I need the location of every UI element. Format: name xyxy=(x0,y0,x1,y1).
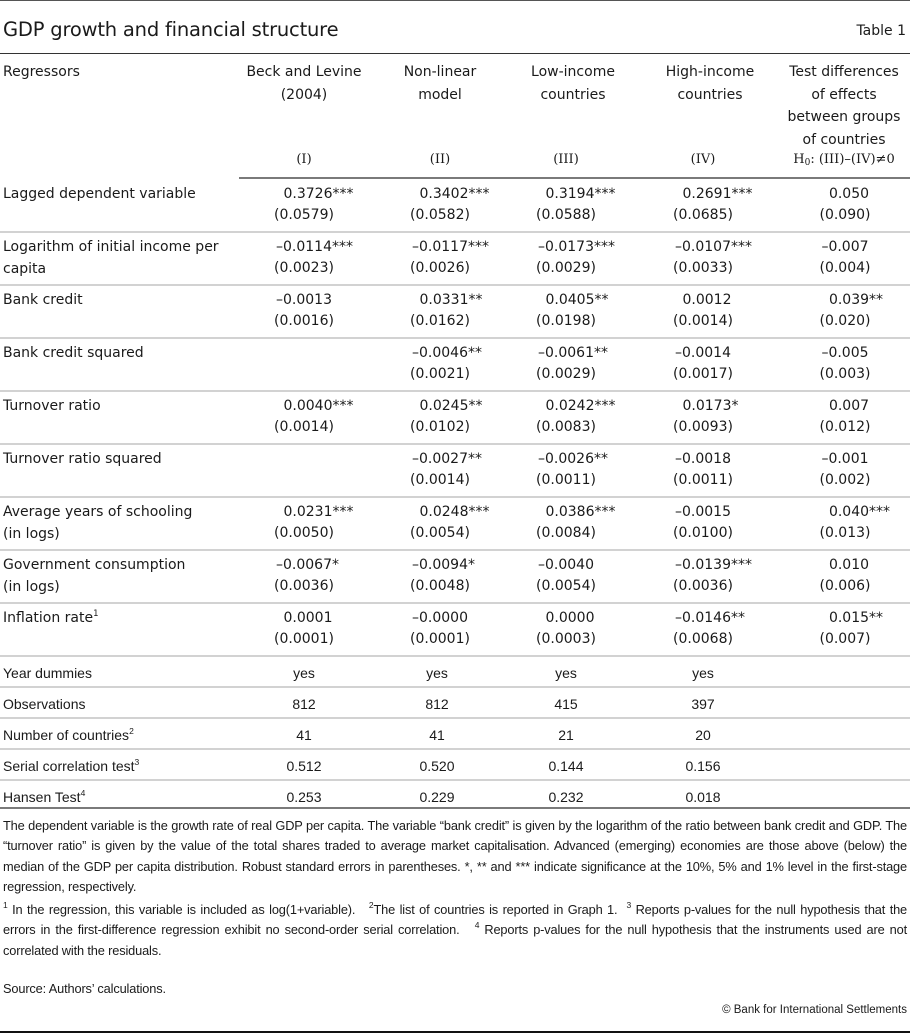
footnote-marker: 4 xyxy=(80,788,86,798)
coefficient: 0.0405** xyxy=(545,292,609,308)
coefficient: 0.0331** xyxy=(419,292,483,308)
coefficient: –0.0000 xyxy=(412,610,468,626)
standard-error: (0.0083) xyxy=(536,419,596,435)
table-row xyxy=(0,498,910,551)
summary-label xyxy=(3,693,233,715)
summary-value: 0.156 xyxy=(685,758,721,774)
table-cell xyxy=(380,502,500,544)
coefficient: –0.0026** xyxy=(538,451,608,467)
summary-value: 0.232 xyxy=(548,789,584,805)
table-cell xyxy=(506,608,626,650)
summary-row xyxy=(0,657,910,688)
standard-error: (0.0001) xyxy=(274,631,334,647)
standard-error: (0.090) xyxy=(819,207,871,223)
summary-value: 0.018 xyxy=(685,789,721,805)
table-cell xyxy=(380,237,500,279)
header-regressors: Regressors xyxy=(3,64,80,80)
table-note: The dependent variable is the growth rate of real GDP per capita. The variable “bank credit” is given by the logarithm of the ratio between bank credit and GDP. The “turnover ratio” is given by the value of the total shares traded to average market capitalisation. Advanced (emerging) economies are those above (below) the median of the GDP per capita distribution. Robust standard errors in parentheses. *, ** and *** indicate significance at the 10%, 5% and 1% level in the first-stage regression, respectively. xyxy=(3,818,907,894)
standard-error: (0.0100) xyxy=(673,525,733,541)
table-cell xyxy=(506,343,626,385)
standard-error: (0.0084) xyxy=(536,525,596,541)
standard-error: (0.0198) xyxy=(536,313,596,329)
header-col-5-line4: of countries xyxy=(802,131,886,148)
coefficient: 0.0012 xyxy=(682,292,732,308)
summary-value: yes xyxy=(692,665,714,681)
standard-error: (0.0014) xyxy=(274,419,334,435)
coefficient: –0.0117*** xyxy=(412,239,489,255)
coefficient: 0.3726*** xyxy=(283,186,354,202)
row-label-text: Inflation rate xyxy=(3,610,94,626)
row-label xyxy=(3,448,233,470)
coefficient: –0.0046** xyxy=(412,345,482,361)
h-zero-subscript: 0 xyxy=(804,158,811,168)
row-label-text: Government consumption xyxy=(3,557,186,573)
row-label-text: Bank credit squared xyxy=(3,345,144,361)
summary-row xyxy=(0,750,910,781)
table-cell xyxy=(244,608,364,650)
header-col-3 xyxy=(518,61,628,106)
row-label xyxy=(3,554,233,598)
header-numeral-4: (IV) xyxy=(690,152,716,167)
row-label-text: Turnover ratio squared xyxy=(3,451,162,467)
table-cell xyxy=(785,184,905,226)
coefficient: 0.0248*** xyxy=(419,504,490,520)
table-cell xyxy=(506,449,626,491)
footnote-4-mark: 4 xyxy=(474,920,480,931)
table-cell xyxy=(244,396,364,438)
footnotes xyxy=(3,900,907,961)
table-cell xyxy=(785,555,905,597)
coefficient: 0.007 xyxy=(828,398,870,414)
standard-error: (0.0054) xyxy=(536,578,596,594)
standard-error: (0.004) xyxy=(819,260,871,276)
standard-error: (0.0162) xyxy=(410,313,470,329)
summary-value: yes xyxy=(555,665,577,681)
footnote-marker: 1 xyxy=(93,609,99,619)
coefficient: –0.0146** xyxy=(675,610,745,626)
footnote-marker: 3 xyxy=(134,757,140,767)
table-cell xyxy=(506,184,626,226)
summary-label xyxy=(3,755,233,777)
table-cell xyxy=(244,290,364,332)
header-col-4 xyxy=(650,61,770,106)
coefficient: –0.0027** xyxy=(412,451,482,467)
summary-row xyxy=(0,688,910,719)
source-note: Source: Authors’ calculations. xyxy=(3,981,166,996)
standard-error: (0.0685) xyxy=(673,207,733,223)
table-cell xyxy=(244,502,364,544)
coefficient: –0.0014 xyxy=(675,345,731,361)
summary-label-text: Year dummies xyxy=(3,665,92,681)
summary-label-text: Serial correlation test xyxy=(3,758,135,774)
coefficient: –0.001 xyxy=(821,451,869,467)
row-label-text: Bank credit xyxy=(3,292,83,308)
standard-error: (0.0003) xyxy=(536,631,596,647)
coefficient: 0.0245** xyxy=(419,398,483,414)
row-label xyxy=(3,289,233,311)
table-cell xyxy=(244,184,364,226)
standard-error: (0.0050) xyxy=(274,525,334,541)
row-label-line2: capita xyxy=(3,261,47,277)
end-rule xyxy=(0,1031,910,1033)
header-col-1-line1: Beck and Levine xyxy=(246,64,362,80)
standard-error: (0.0017) xyxy=(673,366,733,382)
coefficient: –0.0067* xyxy=(276,557,339,573)
header-rule xyxy=(239,177,910,179)
table-cell xyxy=(643,449,763,491)
standard-error: (0.0036) xyxy=(673,578,733,594)
row-label xyxy=(3,236,233,280)
hypothesis-text: : (III)–(IV)≠0 xyxy=(810,152,895,167)
table-cell xyxy=(506,502,626,544)
summary-row xyxy=(0,719,910,750)
summary-value: 415 xyxy=(554,696,578,712)
header-col-1 xyxy=(239,61,369,106)
header-numeral-3: (III) xyxy=(553,152,579,167)
table-cell xyxy=(506,396,626,438)
row-label-text: Lagged dependent variable xyxy=(3,186,196,202)
coefficient: 0.010 xyxy=(828,557,870,573)
header-col-5-line2: of effects xyxy=(811,86,877,103)
row-label xyxy=(3,395,233,417)
row-label xyxy=(3,342,233,364)
table-cell xyxy=(643,502,763,544)
table-cell xyxy=(244,555,364,597)
coefficient: 0.015** xyxy=(828,610,884,626)
standard-error: (0.006) xyxy=(819,578,871,594)
coefficient: –0.0018 xyxy=(675,451,731,467)
coefficient: 0.0001 xyxy=(283,610,333,626)
table-cell xyxy=(643,184,763,226)
standard-error: (0.0068) xyxy=(673,631,733,647)
coefficient: –0.0015 xyxy=(675,504,731,520)
table-cell xyxy=(380,396,500,438)
standard-error: (0.0023) xyxy=(274,260,334,276)
summary-value: yes xyxy=(293,665,315,681)
row-label-text: Average years of schooling xyxy=(3,504,193,520)
standard-error: (0.0029) xyxy=(536,366,596,382)
footnote-marker: 2 xyxy=(129,726,134,736)
summary-label xyxy=(3,662,233,684)
summary-value: 0.253 xyxy=(286,789,322,805)
coefficient: 0.0040*** xyxy=(283,398,354,414)
coefficient: –0.0061** xyxy=(538,345,608,361)
standard-error: (0.0026) xyxy=(410,260,470,276)
summary-value: 812 xyxy=(425,696,449,712)
table-row xyxy=(0,233,910,286)
table-cell xyxy=(785,290,905,332)
coefficient: –0.0139*** xyxy=(675,557,752,573)
summary-label-text: Hansen Test xyxy=(3,789,81,805)
coefficient: –0.0094* xyxy=(412,557,475,573)
coefficient: –0.0114*** xyxy=(276,239,353,255)
coefficient: 0.039** xyxy=(828,292,884,308)
coefficient: 0.050 xyxy=(828,186,870,202)
footnote-1: In the regression, this variable is included as log(1+variable). xyxy=(7,902,356,917)
coefficient: 0.0231*** xyxy=(283,504,354,520)
coefficient: –0.0173*** xyxy=(538,239,615,255)
header-col-3-line1: Low-income xyxy=(531,64,615,80)
table-cell xyxy=(244,237,364,279)
standard-error: (0.0014) xyxy=(673,313,733,329)
standard-error: (0.0021) xyxy=(410,366,470,382)
table-bottom-rule xyxy=(0,807,910,809)
table-cell xyxy=(506,290,626,332)
summary-value: 0.520 xyxy=(419,758,455,774)
footnote-4: Reports p-values for the null hypothesis that the instruments used are not correlated with the residuals. xyxy=(3,922,907,958)
top-rule xyxy=(0,0,910,1)
summary-value: 0.144 xyxy=(548,758,584,774)
footnote-1-mark: 1 xyxy=(3,900,8,910)
summary-value: 20 xyxy=(695,727,711,743)
table-row xyxy=(0,604,910,657)
row-label-text: Turnover ratio xyxy=(3,398,101,414)
table-cell xyxy=(380,184,500,226)
coefficient: 0.040*** xyxy=(828,504,891,520)
table-title: GDP growth and financial structure xyxy=(3,18,339,41)
coefficient: 0.0173* xyxy=(682,398,739,414)
table-cell xyxy=(643,237,763,279)
table-cell xyxy=(785,502,905,544)
header-col-5-line1: Test differences xyxy=(789,64,899,80)
standard-error: (0.012) xyxy=(819,419,871,435)
summary-value: 0.229 xyxy=(419,789,455,805)
coefficient: –0.005 xyxy=(821,345,869,361)
standard-error: (0.0579) xyxy=(274,207,334,223)
coefficient: 0.0386*** xyxy=(545,504,616,520)
table-cell xyxy=(380,449,500,491)
standard-error: (0.0582) xyxy=(410,207,470,223)
table-cell xyxy=(506,555,626,597)
table-cell xyxy=(643,608,763,650)
header-col-4-line1: High-income xyxy=(665,64,755,80)
coefficient: 0.3402*** xyxy=(419,186,490,202)
table-cell xyxy=(380,290,500,332)
standard-error: (0.0093) xyxy=(673,419,733,435)
row-label xyxy=(3,183,233,205)
summary-value: 41 xyxy=(296,727,312,743)
standard-error: (0.0102) xyxy=(410,419,470,435)
table-row xyxy=(0,339,910,392)
summary-label xyxy=(3,724,233,746)
coefficient: –0.0040 xyxy=(538,557,594,573)
table-cell xyxy=(785,237,905,279)
standard-error: (0.0048) xyxy=(410,578,470,594)
header-col-2-line2: model xyxy=(418,86,462,103)
standard-error: (0.003) xyxy=(819,366,871,382)
summary-label-text: Observations xyxy=(3,696,86,712)
table-cell xyxy=(643,396,763,438)
table-cell xyxy=(785,449,905,491)
table-cell xyxy=(643,343,763,385)
footnote-2: The list of countries is reported in Graph 1. xyxy=(373,902,618,917)
table-cell xyxy=(643,290,763,332)
h-zero: H xyxy=(793,152,805,167)
header-numeral-5 xyxy=(778,152,910,168)
row-label-line2: (in logs) xyxy=(3,526,60,542)
footnote-2-mark: 2 xyxy=(368,900,374,910)
standard-error: (0.0033) xyxy=(673,260,733,276)
summary-label xyxy=(3,786,233,808)
row-label-line2: (in logs) xyxy=(3,579,60,595)
coefficient: –0.007 xyxy=(821,239,869,255)
header-col-2-line1: Non-linear xyxy=(403,64,477,80)
copyright: © Bank for International Settlements xyxy=(722,1004,907,1016)
summary-value: 0.512 xyxy=(286,758,322,774)
table-cell xyxy=(506,237,626,279)
table-cell xyxy=(380,555,500,597)
summary-value: 397 xyxy=(691,696,715,712)
standard-error: (0.0014) xyxy=(410,472,470,488)
coefficient: –0.0107*** xyxy=(675,239,752,255)
table-cell xyxy=(643,555,763,597)
header-col-1-line2: (2004) xyxy=(280,86,328,103)
coefficient: 0.3194*** xyxy=(545,186,616,202)
header-col-4-line2: countries xyxy=(677,86,743,103)
title-rule xyxy=(0,53,910,54)
coefficient: 0.0242*** xyxy=(545,398,616,414)
standard-error: (0.0011) xyxy=(536,472,596,488)
standard-error: (0.0029) xyxy=(536,260,596,276)
table-cell xyxy=(380,608,500,650)
standard-error: (0.0016) xyxy=(274,313,334,329)
row-label xyxy=(3,501,233,545)
header-col-5-line3: between groups xyxy=(787,109,901,125)
table-row xyxy=(0,392,910,445)
standard-error: (0.0036) xyxy=(274,578,334,594)
standard-error: (0.0588) xyxy=(536,207,596,223)
header-numeral-2: (II) xyxy=(429,152,451,167)
standard-error: (0.020) xyxy=(819,313,871,329)
header-col-3-line2: countries xyxy=(540,86,606,103)
header-col-5 xyxy=(778,61,910,151)
title-row xyxy=(0,18,910,48)
table-cell xyxy=(785,608,905,650)
standard-error: (0.002) xyxy=(819,472,871,488)
footnote-3: Reports p-values for the null hypothesis that the errors in the first-difference regression exhibit no second-order serial correlation. xyxy=(3,902,908,938)
standard-error: (0.013) xyxy=(819,525,871,541)
table-row xyxy=(0,445,910,498)
row-label xyxy=(3,607,233,629)
summary-value: yes xyxy=(426,665,448,681)
footnote-3-mark: 3 xyxy=(626,900,632,910)
table-number: Table 1 xyxy=(856,23,906,39)
table-cell xyxy=(380,343,500,385)
coefficient: 0.0000 xyxy=(545,610,595,626)
standard-error: (0.007) xyxy=(819,631,871,647)
header-numeral-1: (I) xyxy=(296,152,312,167)
summary-value: 21 xyxy=(558,727,574,743)
summary-label-text: Number of countries xyxy=(3,727,130,743)
table-row xyxy=(0,551,910,604)
table-cell xyxy=(785,396,905,438)
table-cell xyxy=(785,343,905,385)
table-row xyxy=(0,286,910,339)
summary-value: 812 xyxy=(292,696,316,712)
standard-error: (0.0001) xyxy=(410,631,470,647)
row-label-text: Logarithm of initial income per xyxy=(3,239,219,255)
table-row xyxy=(0,180,910,233)
standard-error: (0.0054) xyxy=(410,525,470,541)
standard-error: (0.0011) xyxy=(673,472,733,488)
coefficient: 0.2691*** xyxy=(682,186,753,202)
header-col-2 xyxy=(385,61,495,106)
summary-value: 41 xyxy=(429,727,445,743)
coefficient: –0.0013 xyxy=(276,292,332,308)
